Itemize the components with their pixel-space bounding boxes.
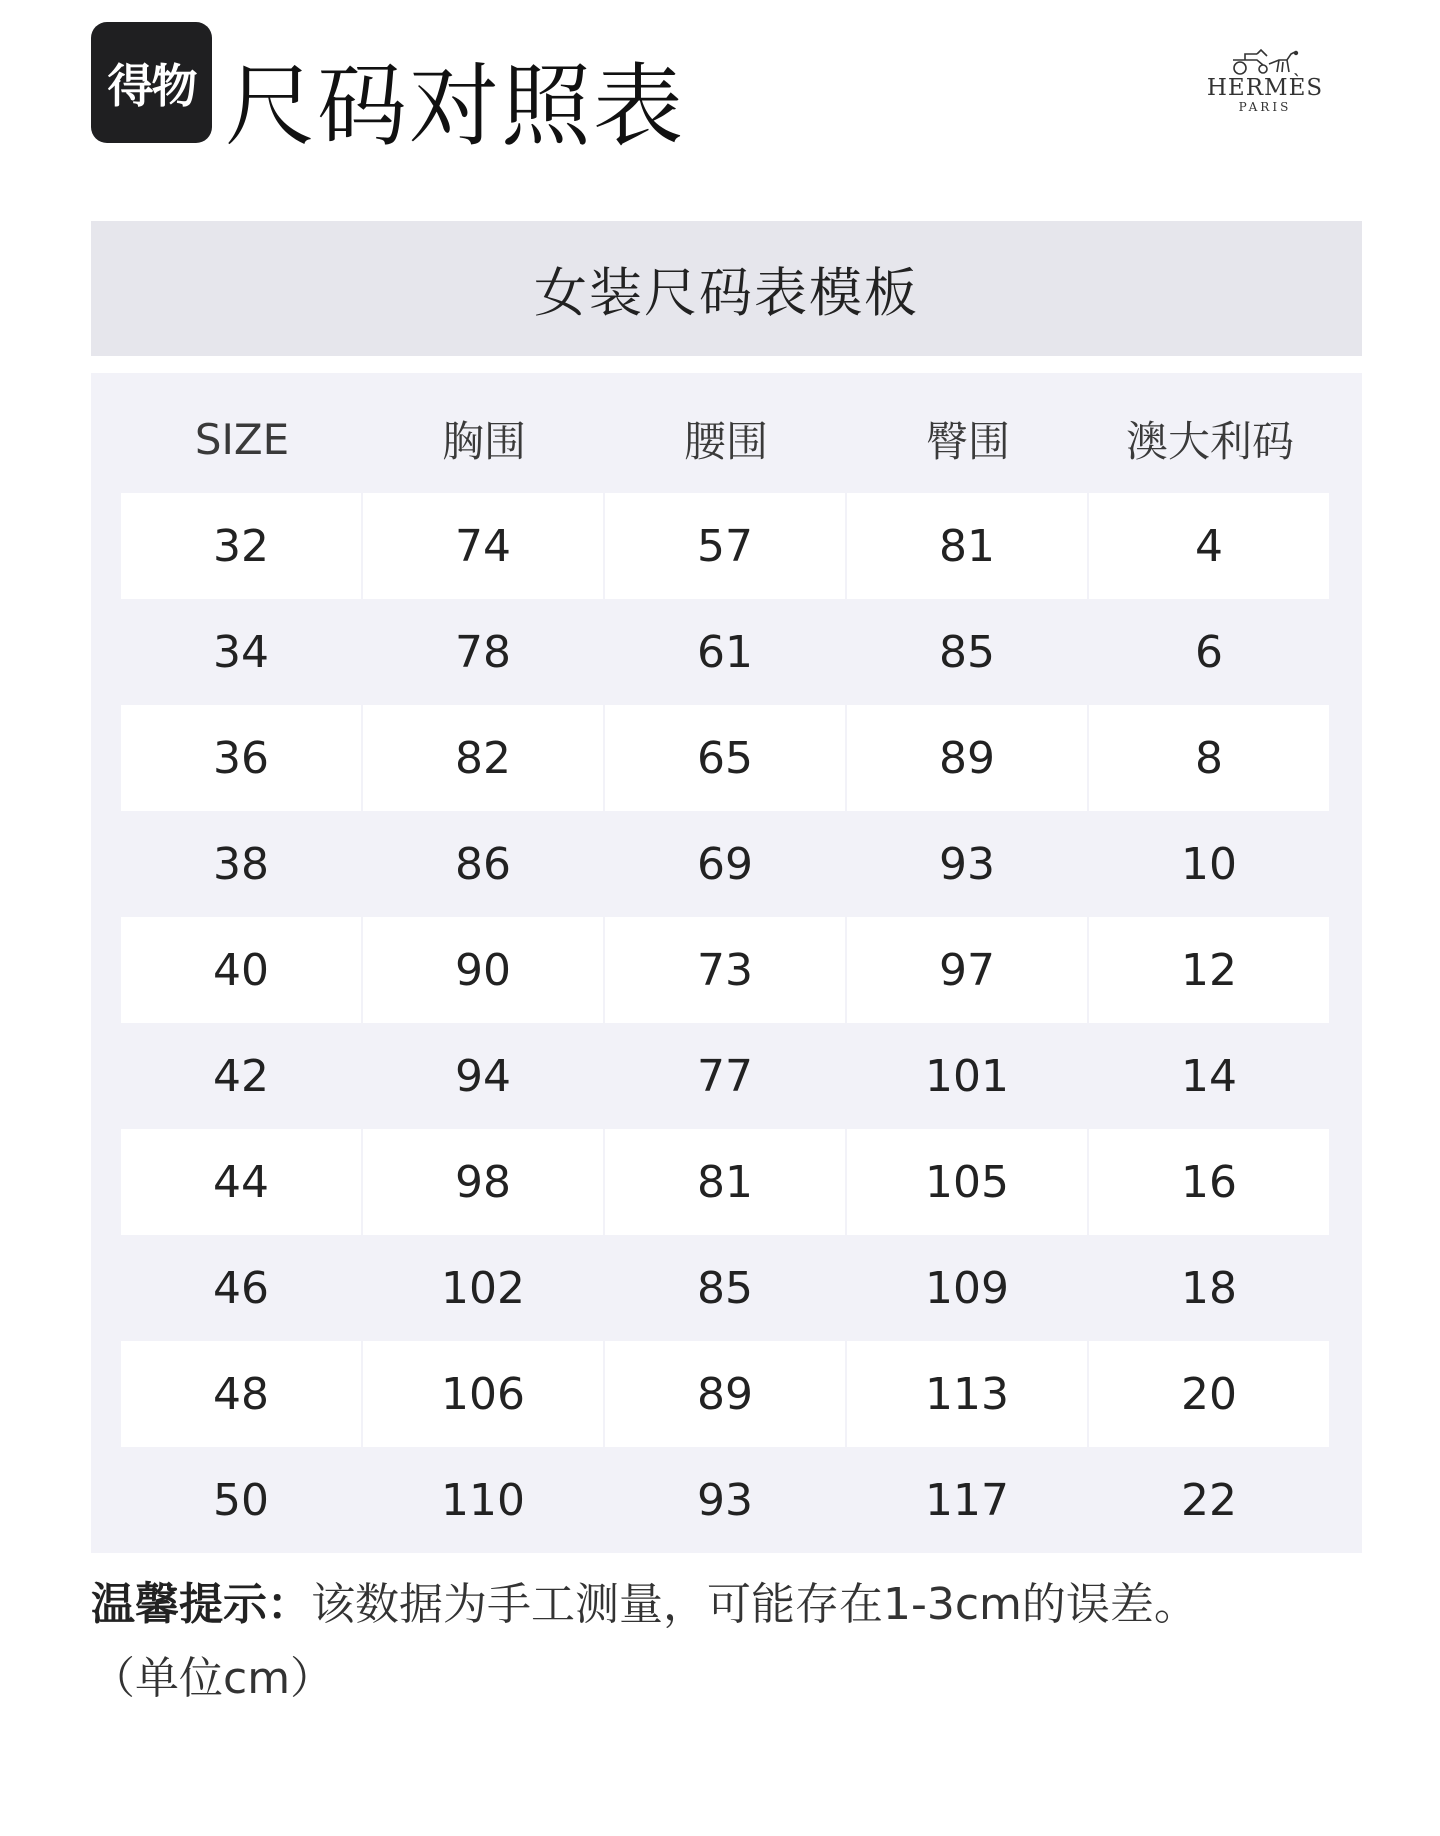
table-cell: 12 xyxy=(1089,917,1329,1023)
table-cell: 20 xyxy=(1089,1341,1329,1447)
column-header-hip: 臀围 xyxy=(925,417,1010,466)
table-cell: 40 xyxy=(121,917,361,1023)
table-cell: 36 xyxy=(121,705,361,811)
table-row xyxy=(121,599,1331,705)
table-row xyxy=(121,811,1331,917)
table-cell: 89 xyxy=(847,705,1087,811)
table-cell: 93 xyxy=(939,838,995,890)
table-cell: 42 xyxy=(213,1050,269,1102)
table-row xyxy=(121,1129,1331,1235)
table-cell: 94 xyxy=(455,1050,511,1102)
table-row xyxy=(121,1341,1331,1447)
table-cell: 73 xyxy=(605,917,845,1023)
note-label: 温馨提示： xyxy=(91,1579,311,1630)
table-cell: 81 xyxy=(605,1129,845,1235)
table-cell: 18 xyxy=(1181,1262,1237,1314)
table-cell: 89 xyxy=(605,1341,845,1447)
table-cell: 69 xyxy=(697,838,753,890)
table-cell: 14 xyxy=(1181,1050,1237,1102)
table-cell: 117 xyxy=(925,1474,1009,1526)
table-cell: 65 xyxy=(605,705,845,811)
table-row xyxy=(121,1023,1331,1129)
table-cell: 57 xyxy=(605,493,845,599)
table-cell: 34 xyxy=(213,626,269,678)
table-cell: 110 xyxy=(441,1474,525,1526)
table-row xyxy=(121,493,1331,599)
table-cell: 106 xyxy=(363,1341,603,1447)
page-title: 尺码对照表 xyxy=(225,54,685,159)
table-cell: 46 xyxy=(213,1262,269,1314)
table-cell: 90 xyxy=(363,917,603,1023)
table-title-bar xyxy=(91,221,1362,356)
table-cell: 77 xyxy=(697,1050,753,1102)
table-cell: 8 xyxy=(1089,705,1329,811)
table-cell: 86 xyxy=(455,838,511,890)
table-header xyxy=(121,399,1331,479)
table-cell: 16 xyxy=(1089,1129,1329,1235)
app-logo-text: 得物 xyxy=(107,58,196,113)
table-cell: 78 xyxy=(455,626,511,678)
table-cell: 48 xyxy=(121,1341,361,1447)
note-text: 该数据为手工测量，可能存在1-3cm的误差。 xyxy=(311,1579,1198,1630)
table-cell: 74 xyxy=(363,493,603,599)
table-cell: 61 xyxy=(697,626,753,678)
table-cell: 82 xyxy=(363,705,603,811)
measurement-note xyxy=(91,1568,1381,1716)
table-cell: 22 xyxy=(1181,1474,1237,1526)
table-row xyxy=(121,1447,1331,1553)
table-cell: 4 xyxy=(1089,493,1329,599)
table-row xyxy=(121,1235,1331,1341)
table-cell: 85 xyxy=(939,626,995,678)
table-cell: 93 xyxy=(697,1474,753,1526)
app-logo xyxy=(91,22,212,143)
table-cell: 105 xyxy=(847,1129,1087,1235)
table-cell: 109 xyxy=(925,1262,1009,1314)
size-table xyxy=(91,373,1362,1553)
table-row xyxy=(121,705,1331,811)
note-line xyxy=(91,1568,1381,1642)
column-header-size: SIZE xyxy=(194,414,290,464)
brand-sub: PARIS xyxy=(1238,100,1292,114)
table-cell: 44 xyxy=(121,1129,361,1235)
table-cell: 38 xyxy=(213,838,269,890)
table-title: 女装尺码表模板 xyxy=(534,262,919,324)
table-cell: 85 xyxy=(697,1262,753,1314)
brand-name: HERMÈS xyxy=(1206,75,1324,101)
table-cell: 113 xyxy=(847,1341,1087,1447)
column-header-waist: 腰围 xyxy=(683,417,768,466)
note-unit: （单位cm） xyxy=(91,1653,335,1704)
table-cell: 10 xyxy=(1181,838,1237,890)
table-cell: 98 xyxy=(363,1129,603,1235)
carriage-icon xyxy=(1227,46,1303,76)
table-cell: 102 xyxy=(441,1262,525,1314)
brand-logo xyxy=(1195,46,1335,114)
column-header-bust: 胸围 xyxy=(441,417,526,466)
table-cell: 50 xyxy=(213,1474,269,1526)
table-cell: 81 xyxy=(847,493,1087,599)
table-cell: 32 xyxy=(121,493,361,599)
table-cell: 101 xyxy=(925,1050,1009,1102)
column-header-au-size: 澳大利码 xyxy=(1125,417,1294,466)
table-cell: 97 xyxy=(847,917,1087,1023)
table-row xyxy=(121,917,1331,1023)
table-cell: 6 xyxy=(1195,626,1223,678)
